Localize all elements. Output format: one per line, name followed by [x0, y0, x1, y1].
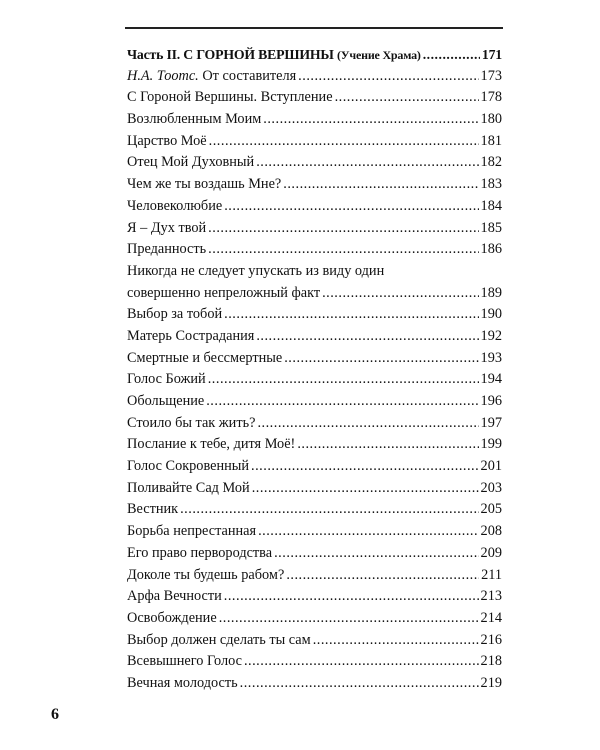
toc-entry[interactable] — [127, 673, 502, 695]
dot-leader — [423, 44, 480, 66]
page-ref: 192 — [480, 327, 502, 344]
page-ref: 201 — [480, 458, 502, 475]
page-ref: 214 — [480, 609, 502, 626]
toc-entry[interactable] — [127, 239, 502, 261]
entry-title: Отец Мой Духовный — [127, 154, 255, 171]
dot-leader — [240, 673, 479, 695]
entry-title: Н.А. Тоотс. От составителя — [127, 67, 297, 84]
page-ref: 189 — [480, 284, 502, 301]
toc-entry[interactable] — [127, 456, 502, 478]
page-ref: 211 — [481, 566, 502, 583]
entry-title: совершенно непреложный факт — [127, 284, 321, 301]
dot-leader — [206, 391, 478, 413]
entry-title: Его право первородства — [127, 544, 273, 561]
entry-title: Голос Божий — [127, 371, 206, 388]
entry-title: Стоило бы так жить? — [127, 414, 256, 431]
dot-leader — [322, 283, 478, 305]
page-ref: 194 — [480, 371, 502, 388]
dot-leader — [224, 304, 478, 326]
dot-leader — [244, 651, 479, 673]
page-ref: 183 — [480, 176, 502, 193]
entry-title: Обольщение — [127, 393, 205, 409]
entry-title: Поливайте Сад Мой — [127, 479, 250, 496]
entry-title: Доколе ты будешь рабом? — [127, 566, 285, 583]
page-ref: 219 — [480, 674, 502, 691]
dot-leader — [256, 152, 478, 174]
dot-leader — [258, 521, 478, 543]
entry-title: Вечная молодость — [127, 674, 238, 691]
page-ref: 216 — [480, 631, 502, 648]
toc-entry[interactable] — [127, 651, 502, 673]
entry-title: Арфа Вечности — [127, 588, 222, 605]
page-ref: 208 — [480, 523, 502, 540]
toc-entry[interactable] — [127, 174, 502, 196]
toc-entry[interactable] — [127, 521, 502, 543]
page-ref: 184 — [480, 197, 502, 214]
dot-leader — [257, 413, 478, 435]
entry-title: Никогда не следует упускать из виду один — [127, 262, 385, 279]
page-ref: 197 — [480, 414, 502, 431]
toc-entry[interactable] — [127, 586, 502, 608]
page-ref: 218 — [480, 653, 502, 670]
entry-title: Человеколюбие — [127, 197, 223, 214]
dot-leader — [224, 196, 478, 218]
toc-entry[interactable] — [127, 630, 502, 652]
toc-entry[interactable] — [127, 369, 502, 391]
entry-title: Преданность — [127, 241, 207, 258]
dot-leader — [313, 630, 479, 652]
entry-title: Освобождение — [127, 609, 217, 626]
page-ref: 180 — [480, 111, 502, 128]
entry-title: Матерь Сострадания — [127, 327, 255, 344]
dot-leader — [297, 434, 478, 456]
page-ref: 178 — [480, 89, 502, 106]
dot-leader — [284, 348, 478, 370]
toc-entry[interactable] — [127, 543, 502, 565]
entry-title: Смертные и бессмертные — [127, 349, 283, 366]
toc-entry[interactable] — [127, 434, 502, 456]
toc-entry-wrapped-second-line[interactable] — [127, 283, 502, 305]
toc-entry[interactable] — [127, 413, 502, 435]
top-rule — [125, 27, 503, 29]
page-ref: 185 — [480, 219, 502, 236]
toc-entry-wrapped-first-line[interactable] — [127, 261, 502, 283]
toc-entry[interactable] — [127, 152, 502, 174]
toc-entry[interactable] — [127, 196, 502, 218]
page-ref: 181 — [480, 132, 502, 149]
toc-entry[interactable] — [127, 87, 502, 109]
toc-entry[interactable] — [127, 348, 502, 370]
toc-entry[interactable] — [127, 478, 502, 500]
entry-title: Я – Дух твой — [127, 219, 207, 236]
page-number: 6 — [51, 706, 59, 723]
entry-title: Голос Сокровенный — [127, 458, 250, 475]
dot-leader — [298, 66, 478, 88]
page-ref: 171 — [481, 47, 502, 62]
page-ref: 205 — [480, 501, 502, 518]
page-ref: 196 — [480, 393, 502, 409]
dot-leader — [256, 326, 478, 348]
entry-title: Борьба непрестанная — [127, 523, 257, 540]
dot-leader — [283, 174, 478, 196]
section-title: Часть II. С ГОРНОЙ ВЕРШИНЫ (Учение Храма) — [127, 47, 421, 62]
dot-leader — [251, 456, 479, 478]
dot-leader — [208, 369, 479, 391]
entry-title: Возлюбленным Моим — [127, 111, 262, 128]
entry-title: Всевышнего Голос — [127, 653, 242, 670]
entry-title: Вестник — [127, 501, 179, 518]
dot-leader — [209, 131, 479, 153]
entry-author: Н.А. Тоотс. — [127, 67, 199, 84]
page-ref: 203 — [480, 479, 502, 496]
page-ref: 199 — [480, 436, 502, 453]
dot-leader — [335, 87, 479, 109]
toc-entry[interactable] — [127, 326, 502, 348]
dot-leader — [263, 109, 478, 131]
dot-leader — [252, 478, 479, 500]
page-ref: 213 — [480, 588, 502, 605]
toc-entry[interactable] — [127, 565, 502, 587]
toc-entry[interactable] — [127, 218, 502, 240]
toc-entry[interactable] — [127, 109, 502, 131]
toc-entry[interactable] — [127, 499, 502, 521]
toc-entry-intro[interactable] — [127, 66, 502, 88]
page-ref: 190 — [480, 306, 502, 323]
page-ref: 182 — [480, 154, 502, 171]
entry-title: Царство Моё — [127, 132, 207, 149]
page-ref: 193 — [480, 349, 502, 366]
toc-entry[interactable] — [127, 131, 502, 153]
toc-entry[interactable] — [127, 608, 502, 630]
table-of-contents — [127, 44, 502, 695]
toc-section-heading[interactable] — [127, 44, 502, 66]
dot-leader — [224, 586, 479, 608]
entry-title: Выбор должен сделать ты сам — [127, 631, 311, 648]
entry-title: Чем же ты воздашь Мне? — [127, 176, 282, 193]
toc-entry[interactable] — [127, 304, 502, 326]
page-ref: 186 — [480, 241, 502, 258]
entry-title: Послание к тебе, дитя Моё! — [127, 436, 296, 453]
dot-leader — [180, 499, 478, 521]
dot-leader — [208, 218, 478, 240]
toc-entry[interactable] — [127, 391, 502, 413]
page-ref: 173 — [480, 67, 502, 84]
entry-title: Выбор за тобой — [127, 306, 223, 323]
page-ref: 209 — [480, 544, 502, 561]
entry-title: С Гороной Вершины. Вступление — [127, 89, 333, 106]
dot-leader — [208, 239, 478, 261]
dot-leader — [274, 543, 478, 565]
dot-leader — [219, 608, 479, 630]
dot-leader — [286, 565, 479, 587]
